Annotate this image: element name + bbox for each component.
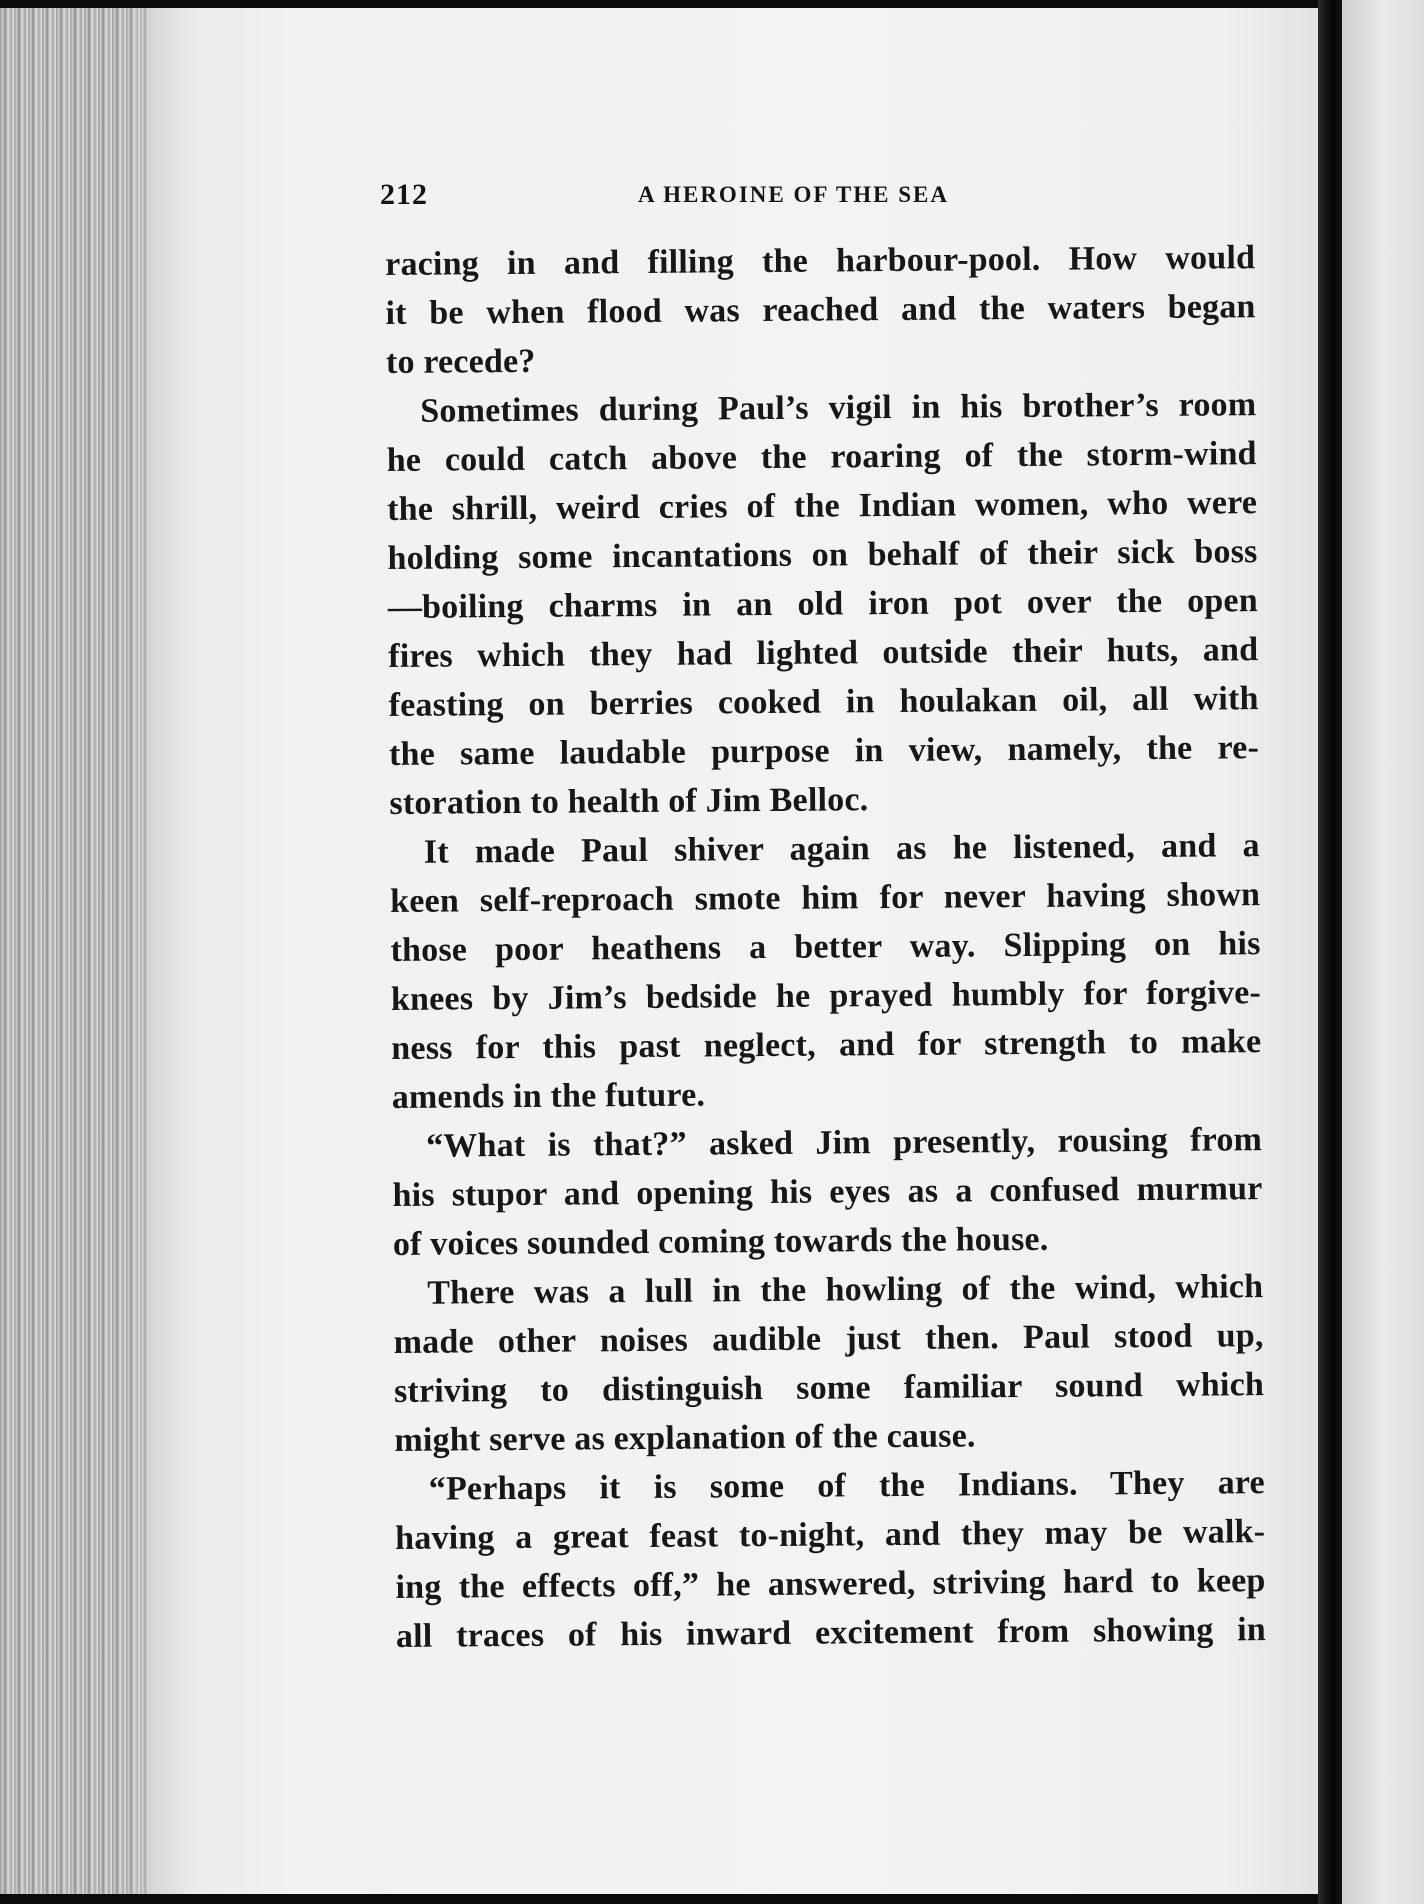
- text-line: knees by Jim’s bedside he prayed humbly for forgive-: [390, 974, 1262, 1018]
- text-line: amends in the future.: [391, 1076, 706, 1116]
- text-line: feasting on berries cooked in houlakan oil, all with: [388, 680, 1259, 724]
- text-line: ness for this past neglect, and for strength to make: [391, 1023, 1262, 1067]
- text-line: fires which they had lighted outside their huts, and: [388, 631, 1259, 675]
- text-line: There was a lull in the howling of the wind, which: [427, 1268, 1264, 1312]
- running-title: A HEROINE OF THE SEA: [638, 182, 949, 207]
- text-line: —boiling charms in an old iron pot over the open: [387, 582, 1259, 626]
- page-number: 212: [380, 178, 428, 211]
- text-line: It made Paul shiver again as he listened, and a: [423, 827, 1260, 871]
- text-line: all traces of his inward excitement from showing in: [395, 1611, 1267, 1655]
- text-line: his stupor and opening his eyes as a confused murmur: [392, 1170, 1263, 1214]
- text-line: of voices sounded coming towards the house.: [392, 1220, 1049, 1263]
- text-line: striving to distinguish some familiar sound which: [393, 1366, 1265, 1410]
- text-line: keen self-reproach smote him for never having shown: [390, 876, 1261, 920]
- text-line: racing in and filling the harbour-pool. How would: [385, 239, 1256, 283]
- text-line: the shrill, weird cries of the Indian women, who were: [386, 484, 1258, 528]
- text-line: might serve as explanation of the cause.: [394, 1417, 976, 1459]
- text-line: to recede?: [385, 342, 536, 381]
- page-header: [380, 178, 1250, 228]
- text-line: Sometimes during Paul’s vigil in his brother’s room: [420, 386, 1257, 430]
- text-line: made other noises audible just then. Paul stood up,: [393, 1317, 1264, 1361]
- text-line: he could catch above the roaring of the storm-wind: [386, 435, 1257, 479]
- text-line: those poor heathens a better way. Slipping on his: [390, 925, 1261, 969]
- text-line: “What is that?” asked Jim presently, rousing from: [425, 1121, 1263, 1165]
- facing-page-edge: [1342, 0, 1424, 1904]
- text-line: ing the effects off,” he answered, striving hard to keep: [395, 1562, 1266, 1606]
- text-line: it be when flood was reached and the waters began: [385, 288, 1256, 332]
- body-text: [385, 233, 1266, 1660]
- book-gutter: [1318, 0, 1342, 1904]
- text-line: storation to health of Jim Belloc.: [389, 781, 869, 822]
- text-line: “Perhaps it is some of the Indians. They are: [428, 1464, 1265, 1508]
- text-line: the same laudable purpose in view, namely, the re-: [388, 729, 1260, 773]
- text-line: having a great feast to-night, and they may be walk-: [395, 1513, 1266, 1557]
- text-line: holding some incantations on behalf of their sick boss: [387, 533, 1258, 577]
